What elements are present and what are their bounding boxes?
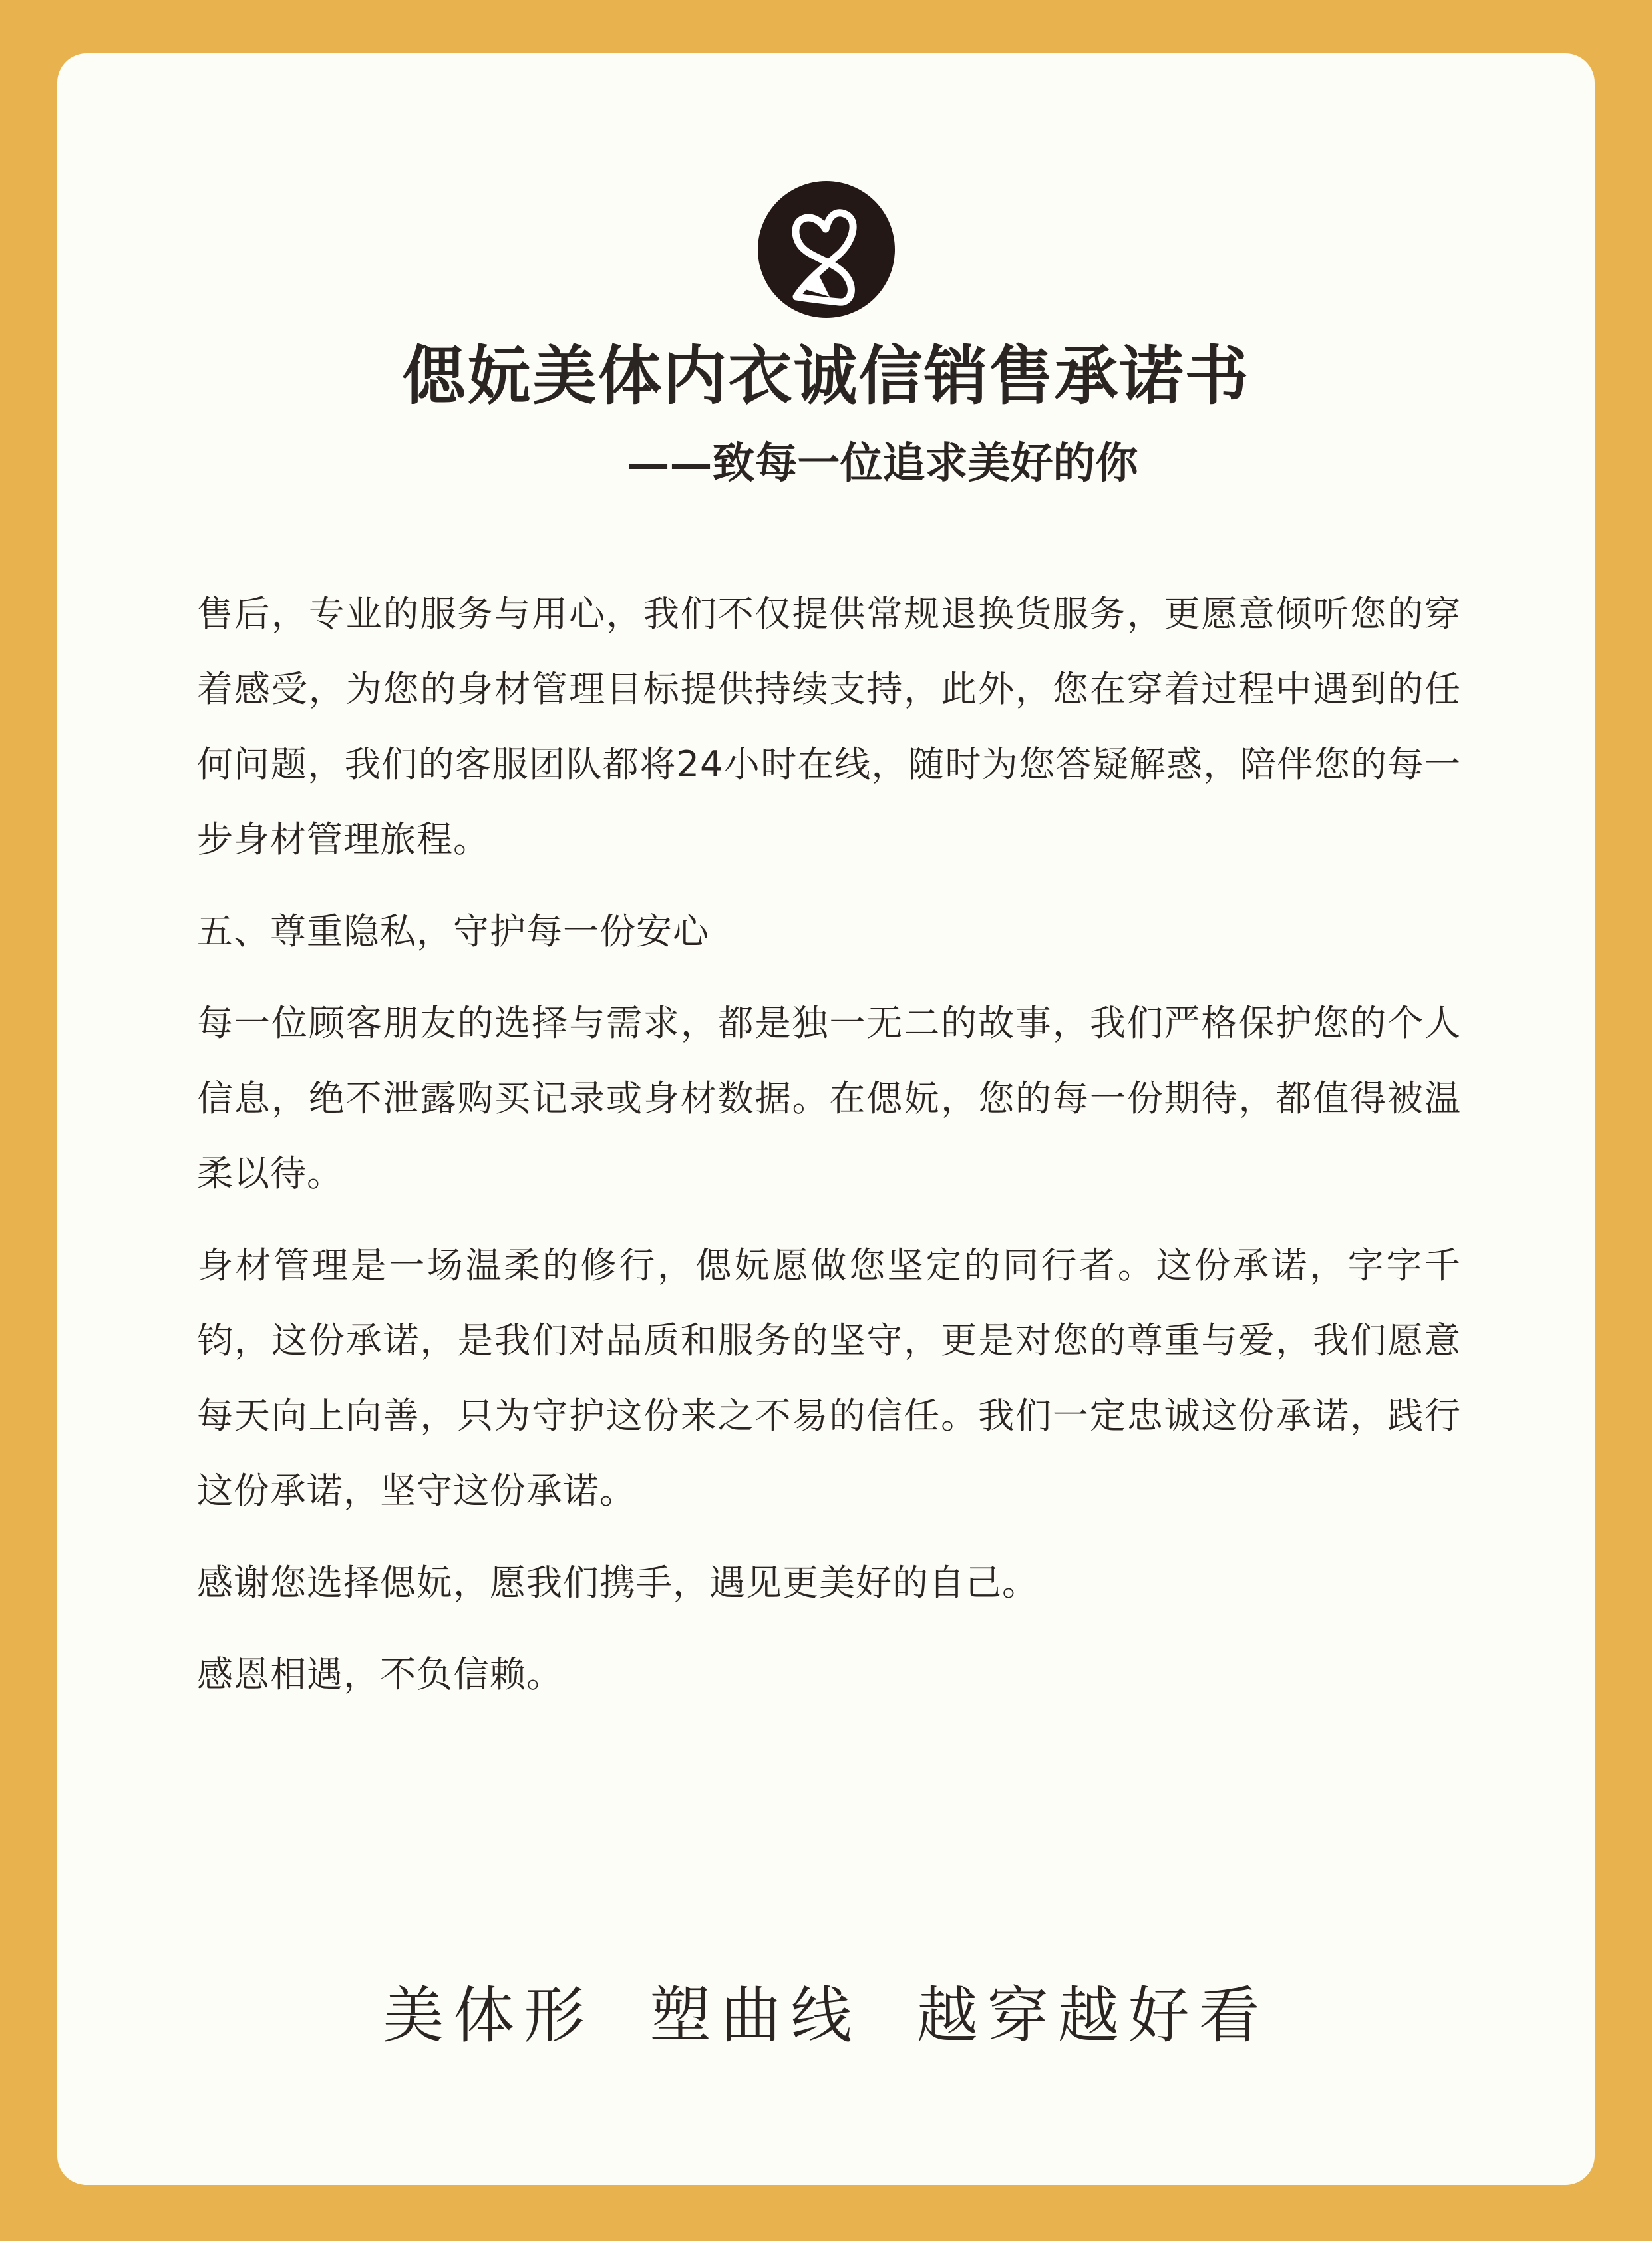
document-body <box>197 576 1461 1729</box>
section-heading-privacy: 五、尊重隐私，守护每一份安心 <box>197 910 709 952</box>
paragraph-after-sales: 售后，专业的服务与用心，我们不仅提供常规退换货服务，更愿意倾听您的穿着感受，为您的身材管理目标提供持续支持，此外，您在穿着过程中遇到的任何问题，我们的客服团队都将24小时在线，随时为您答疑解惑，陪伴您的每一步身材管理旅程。 <box>197 593 1461 860</box>
paragraph-commitment: 身材管理是一场温柔的修行，偲妧愿做您坚定的同行者。这份承诺，字字千钧，这份承诺，是我们对品质和服务的坚守，更是对您的尊重与爱，我们愿意每天向上向善，只为守护这份来之不易的信任。我们一定忠诚这份承诺，践行这份承诺，坚守这份承诺。 <box>197 1244 1461 1512</box>
brand-slogan: 美体形 塑曲线 越穿越好看 <box>383 1980 1269 2051</box>
heart-ribbon-logo-icon <box>756 180 896 319</box>
paragraph-privacy: 每一位顾客朋友的选择与需求，都是独一无二的故事，我们严格保护您的个人信息，绝不泄露购买记录或身材数据。在偲妧，您的每一份期待，都值得被温柔以待。 <box>197 1002 1461 1194</box>
document-title: 偲妧美体内衣诚信销售承诺书 <box>402 338 1250 413</box>
paragraph-thanks: 感谢您选择偲妧，愿我们携手，遇见更美好的自己。 <box>197 1562 1039 1604</box>
document-subtitle: ——致每一位追求美好的你 <box>627 438 1138 488</box>
paragraph-closing: 感恩相遇，不负信赖。 <box>197 1653 563 1695</box>
